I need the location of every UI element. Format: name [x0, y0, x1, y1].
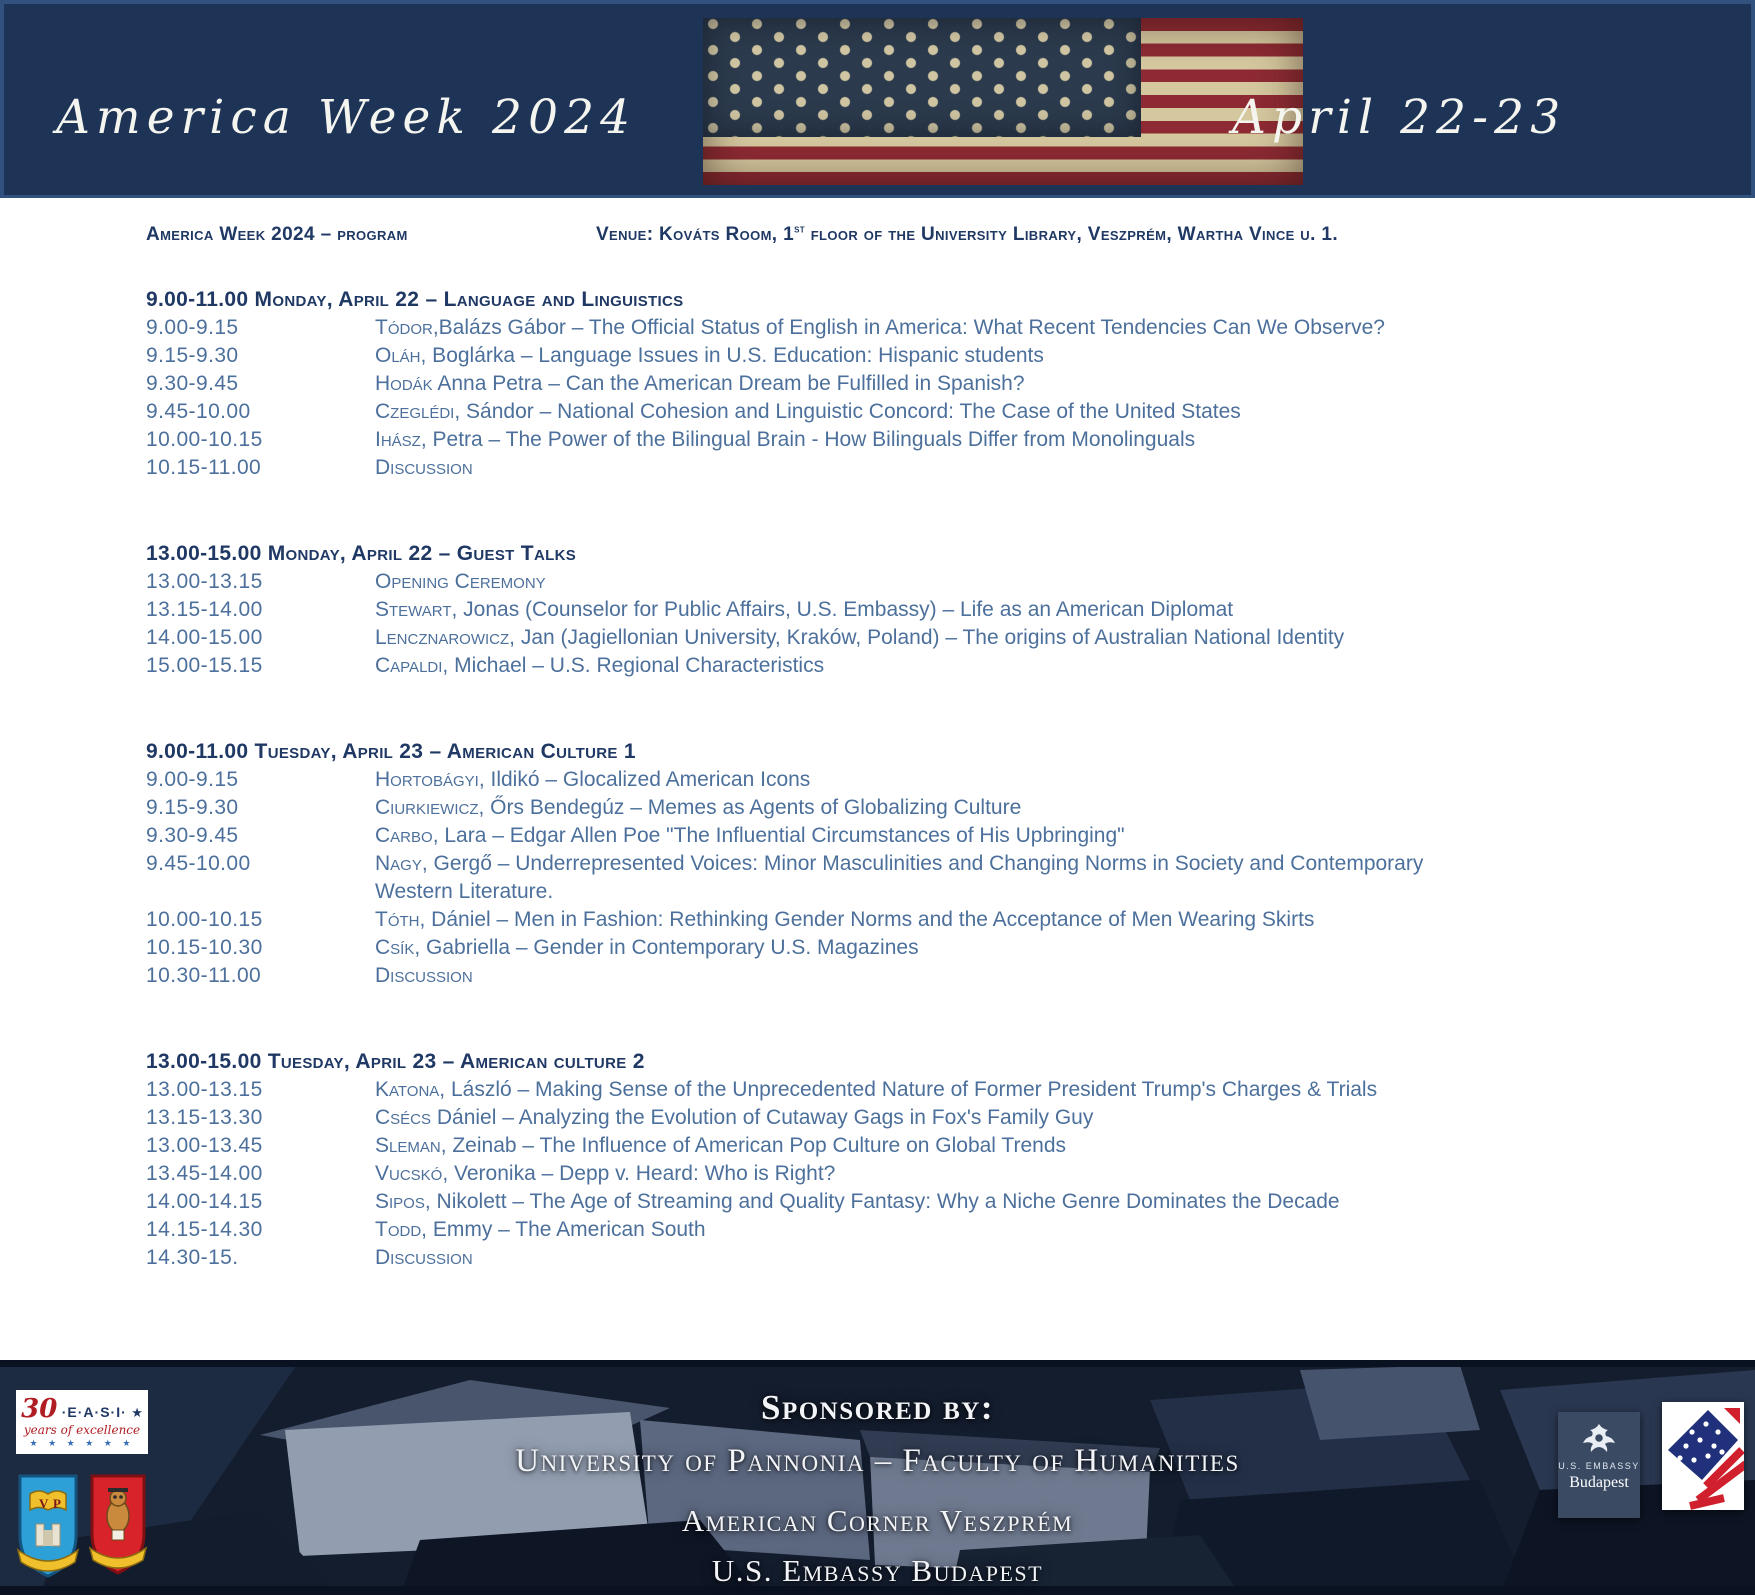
program-section	[146, 286, 1755, 482]
talk-title-text: , Petra – The Power of the Bilingual Brain - How Bilinguals Differ from Monolinguals	[420, 428, 1196, 451]
talk-title	[375, 822, 1435, 850]
time-cell: 9.00-9.15	[146, 768, 239, 791]
section-rows	[146, 568, 1755, 680]
schedule-row	[146, 314, 1755, 342]
time-cell: 10.30-11.00	[146, 964, 262, 987]
talk-title-text: , Michael – U.S. Regional Characteristics	[442, 654, 825, 677]
section-rows	[146, 1076, 1755, 1272]
speaker-name: Hortobágyi	[375, 768, 479, 791]
embassy-label: U.S. EMBASSY	[1558, 1461, 1640, 1471]
talk-title-text: , Jan (Jagiellonian University, Kraków, Poland) – The origins of Australian National Identity	[509, 626, 1345, 649]
speaker-name: Opening Ceremony	[375, 570, 546, 593]
schedule-row	[146, 766, 1755, 794]
talk-title-text: , Boglárka – Language Issues in U.S. Education: Hispanic students	[420, 344, 1044, 367]
embassy-city-label: Budapest	[1569, 1474, 1629, 1491]
talk-title-text: , Gergő – Underrepresented Voices: Minor Masculinities and Changing Norms in Society and Contemporary Western Literature.	[375, 852, 1424, 903]
speaker-name: Vucskó	[375, 1162, 443, 1185]
easi-tagline: years of excellence	[23, 1423, 141, 1437]
schedule-row	[146, 1160, 1755, 1188]
speaker-name: Ciurkiewicz	[375, 796, 479, 819]
time-cell: 14.15-14.30	[146, 1218, 263, 1241]
time-cell: 13.00-13.15	[146, 1078, 263, 1101]
time-cell: 9.30-9.45	[146, 372, 239, 395]
sponsored-by-label: Sponsored by:	[760, 1388, 994, 1427]
time-cell: 9.30-9.45	[146, 824, 239, 847]
easi-letters: ·E·A·S·I·	[61, 1404, 127, 1420]
footer-banner	[0, 1360, 1755, 1595]
embassy-eagle-icon	[1579, 1420, 1619, 1454]
speaker-name: Katona	[375, 1078, 440, 1101]
speaker-name: Sleman	[375, 1134, 441, 1157]
time-cell: 9.00-9.15	[146, 316, 239, 339]
speaker-name: Czeglédi	[375, 400, 455, 423]
section-heading: 13.00-15.00 Tuesday, April 23 – American culture 2	[146, 1050, 645, 1073]
time-cell: 10.00-10.15	[146, 908, 263, 931]
speaker-name: Stewart	[375, 598, 452, 621]
talk-title-text: Dániel – Analyzing the Evolution of Cutaway Gags in Fox's Family Guy	[431, 1106, 1094, 1129]
speaker-name: Csík	[375, 936, 415, 959]
talk-title-text: , Lara – Edgar Allen Poe "The Influential Circumstances of His Upbringing"	[432, 824, 1125, 847]
sponsor-line-american-corner: American Corner Veszprém	[681, 1503, 1074, 1538]
speaker-name: Discussion	[375, 1246, 473, 1269]
easi-thirty: 30	[21, 1394, 58, 1424]
venue-text	[596, 224, 1338, 246]
time-cell: 13.00-13.45	[146, 1134, 263, 1157]
speaker-name: Discussion	[375, 964, 473, 987]
talk-title	[375, 1132, 1435, 1160]
time-cell: 13.15-14.00	[146, 598, 263, 621]
schedule-row	[146, 906, 1755, 934]
header-banner	[0, 0, 1755, 198]
svg-text:P: P	[53, 1496, 61, 1511]
talk-title	[375, 1104, 1435, 1132]
talk-title-text: , Veronika – Depp v. Heard: Who is Right?	[442, 1162, 836, 1185]
schedule-row	[146, 426, 1755, 454]
sponsor-line-university: University of Pannonia – Faculty of Humanities	[515, 1443, 1240, 1479]
talk-title-text: , Gabriella – Gender in Contemporary U.S. Magazines	[414, 936, 919, 959]
speaker-name: Tódor	[375, 316, 433, 339]
time-cell: 10.15-11.00	[146, 456, 262, 479]
venue-text-end: floor of the University Library, Veszprém, Wartha Vince u. 1.	[805, 224, 1338, 245]
time-cell: 9.15-9.30	[146, 344, 239, 367]
time-cell: 13.45-14.00	[146, 1162, 263, 1185]
program-content	[0, 198, 1755, 1272]
speaker-name: Hodák	[375, 372, 433, 395]
schedule-row	[146, 1216, 1755, 1244]
schedule-row	[146, 934, 1755, 962]
schedule-row	[146, 370, 1755, 398]
talk-title	[375, 1216, 1435, 1244]
easi-stars-row-icon: ★ ★ ★ ★ ★ ★	[29, 1438, 135, 1448]
program-label: America Week 2024 – program	[146, 224, 408, 245]
talk-title	[375, 1076, 1435, 1104]
talk-title-text: , Dániel – Men in Fashion: Rethinking Gender Norms and the Acceptance of Men Wearing Skirts	[419, 908, 1315, 931]
time-cell: 9.45-10.00	[146, 852, 251, 875]
us-flag-image	[703, 18, 1303, 185]
speaker-name: Discussion	[375, 456, 473, 479]
program-section	[146, 738, 1755, 990]
talk-title	[375, 652, 1435, 680]
speaker-name: Capaldi	[375, 654, 443, 677]
pannonia-initials: V	[39, 1496, 49, 1511]
time-cell: 14.30-15.	[146, 1246, 239, 1269]
talk-title	[375, 398, 1435, 426]
talk-title	[375, 766, 1435, 794]
schedule-row	[146, 1076, 1755, 1104]
talk-title-text: , Őrs Bendegúz – Memes as Agents of Globalizing Culture	[478, 796, 1022, 819]
sponsor-line-embassy: U.S. Embassy Budapest	[711, 1553, 1044, 1588]
section-rows	[146, 314, 1755, 482]
easi-star-icon: ★	[131, 1405, 143, 1420]
talk-title-text: , Jonas (Counselor for Public Affairs, U.S. Embassy) – Life as an American Diplomat	[451, 598, 1234, 621]
us-embassy-budapest-logo	[1558, 1412, 1640, 1518]
schedule-row	[146, 454, 1755, 482]
speaker-name: Todd	[375, 1218, 422, 1241]
talk-title	[375, 1188, 1435, 1216]
speaker-name: Tóth	[375, 908, 420, 931]
talk-title	[375, 370, 1435, 398]
talk-title	[375, 342, 1435, 370]
schedule-row	[146, 1244, 1755, 1272]
section-heading: 9.00-11.00 Tuesday, April 23 – American Culture 1	[146, 740, 636, 763]
speaker-name: Ihász	[375, 428, 421, 451]
schedule-row	[146, 624, 1755, 652]
schedule-row	[146, 568, 1755, 596]
easi-30-years-logo	[16, 1390, 148, 1454]
event-title: America Week 2024	[56, 90, 637, 145]
american-corner-flag-icon	[1662, 1402, 1744, 1510]
speaker-name: Lencznarowicz	[375, 626, 510, 649]
talk-title	[375, 794, 1435, 822]
speaker-name: Csécs	[375, 1106, 432, 1129]
schedule-row	[146, 822, 1755, 850]
talk-title-text: , Sándor – National Cohesion and Linguistic Concord: The Case of the United States	[454, 400, 1241, 423]
event-dates: April 22-23	[1232, 90, 1567, 145]
talk-title-text: , László – Making Sense of the Unprecedented Nature of Former President Trump's Charges & Trials	[439, 1078, 1378, 1101]
time-cell: 9.45-10.00	[146, 400, 251, 423]
time-cell: 15.00-15.15	[146, 654, 263, 677]
talk-title	[375, 1160, 1435, 1188]
schedule-row	[146, 1188, 1755, 1216]
speaker-name: Oláh	[375, 344, 421, 367]
info-line	[146, 224, 1755, 246]
time-cell: 14.00-15.00	[146, 626, 263, 649]
section-rows	[146, 766, 1755, 990]
talk-title-text: Anna Petra – Can the American Dream be Fulfilled in Spanish?	[432, 372, 1025, 395]
us-flag-canton	[703, 18, 1141, 137]
schedule-row	[146, 850, 1755, 906]
program-sections	[146, 286, 1755, 1272]
time-cell: 14.00-14.15	[146, 1190, 263, 1213]
talk-title	[375, 962, 1435, 990]
venue-text-start: Venue: Kováts Room, 1	[596, 224, 795, 245]
talk-title-text: , Nikolett – The Age of Streaming and Quality Fantasy: Why a Niche Genre Dominates the Decade	[424, 1190, 1340, 1213]
speaker-name: Sipos	[375, 1190, 425, 1213]
talk-title	[375, 314, 1435, 342]
talk-title	[375, 906, 1435, 934]
talk-title-text: , Emmy – The American South	[421, 1218, 706, 1241]
time-cell: 9.15-9.30	[146, 796, 239, 819]
talk-title	[375, 596, 1435, 624]
talk-title	[375, 850, 1435, 906]
talk-title-text: , Zeinab – The Influence of American Pop Culture on Global Trends	[440, 1134, 1067, 1157]
program-section	[146, 540, 1755, 680]
talk-title	[375, 426, 1435, 454]
schedule-row	[146, 1132, 1755, 1160]
schedule-row	[146, 652, 1755, 680]
venue-ordinal-sup: st	[794, 223, 806, 236]
schedule-row	[146, 596, 1755, 624]
talk-title	[375, 624, 1435, 652]
speaker-name: Carbo	[375, 824, 433, 847]
schedule-row	[146, 962, 1755, 990]
time-cell: 10.00-10.15	[146, 428, 263, 451]
speaker-name: Nagy	[375, 852, 422, 875]
talk-title-text: , Ildikó – Glocalized American Icons	[478, 768, 811, 791]
schedule-row	[146, 398, 1755, 426]
talk-title	[375, 1244, 1435, 1272]
time-cell: 13.00-13.15	[146, 570, 263, 593]
talk-title	[375, 568, 1435, 596]
time-cell: 13.15-13.30	[146, 1106, 263, 1129]
pannonia-crest	[16, 1472, 80, 1584]
section-heading: 9.00-11.00 Monday, April 22 – Language and Linguistics	[146, 288, 684, 311]
talk-title	[375, 454, 1435, 482]
section-heading: 13.00-15.00 Monday, April 22 – Guest Talks	[146, 542, 577, 565]
talk-title-text: ,Balázs Gábor – The Official Status of English in America: What Recent Tendencies Can We Observe?	[432, 316, 1385, 339]
schedule-row	[146, 342, 1755, 370]
humanities-crest	[88, 1472, 148, 1584]
program-section	[146, 1048, 1755, 1272]
schedule-row	[146, 794, 1755, 822]
schedule-row	[146, 1104, 1755, 1132]
time-cell: 10.15-10.30	[146, 936, 263, 959]
talk-title	[375, 934, 1435, 962]
